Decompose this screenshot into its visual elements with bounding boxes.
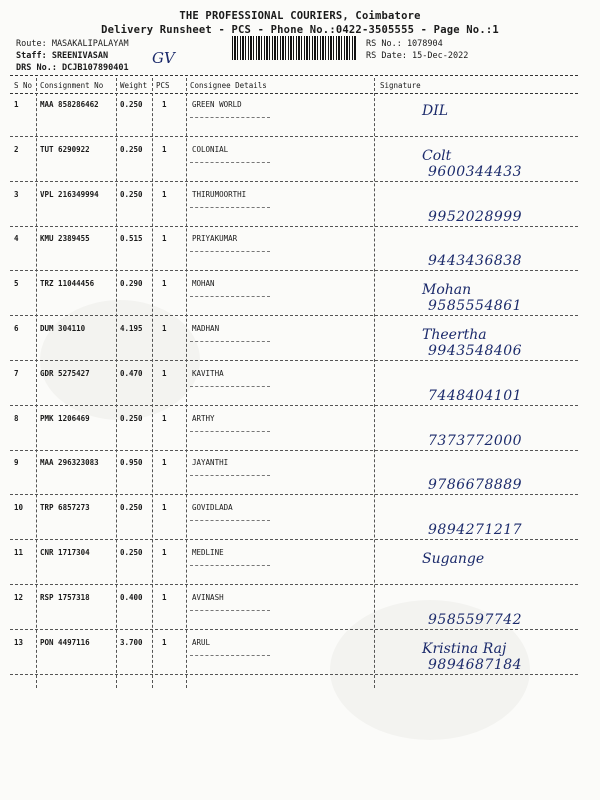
row-weight: 3.700 [120, 637, 143, 647]
col-header-consignee: Consignee Details [190, 81, 267, 90]
signature-cell [398, 185, 598, 229]
row-sno: 11 [14, 548, 24, 557]
row-pcs: 1 [162, 458, 167, 468]
row-consignment-no: RSP 1757318 [40, 592, 90, 602]
row-pcs: 1 [162, 100, 167, 109]
handwritten-phone: 7448404101 [428, 387, 523, 404]
row-consignee: JAYANTHI [192, 458, 229, 468]
signature-cell [398, 140, 598, 184]
row-weight: 0.950 [120, 458, 143, 468]
row-weight: 0.250 [120, 189, 143, 199]
row-consignee: PRIYAKUMAR [192, 234, 238, 244]
signature-cell [398, 364, 598, 408]
dotted-underline [190, 117, 270, 118]
col-header-consignment: Consignment No [40, 81, 104, 90]
rs-date: RS Date: 15-Dec-2022 [366, 51, 469, 61]
row-weight: 0.400 [120, 592, 143, 602]
row-weight: 0.250 [120, 503, 143, 513]
col-header-weight: Weight [120, 81, 148, 90]
dotted-underline [190, 386, 270, 387]
row-sno: 3 [14, 189, 19, 199]
row-consignment-no: TRZ 11044456 [40, 279, 95, 289]
handwritten-phone: 9585554861 [428, 298, 523, 315]
row-consignment-no: GDR 5275427 [40, 368, 90, 378]
signature-cell [398, 633, 598, 677]
signature-cell [398, 95, 598, 139]
row-sno: 8 [14, 413, 19, 423]
dotted-underline [190, 162, 270, 163]
dotted-underline [190, 520, 270, 521]
row-consignee: KAVITHA [192, 368, 224, 378]
row-consignee: GREEN WORLD [192, 100, 242, 109]
row-consignee: MOHAN [192, 279, 215, 289]
row-pcs: 1 [162, 368, 167, 378]
row-sno: 10 [14, 503, 24, 513]
divider [10, 75, 578, 76]
row-consignee: ARTHY [192, 413, 215, 423]
row-sno: 7 [14, 368, 19, 378]
route-label: Route: MASAKALIPALAYAM [16, 39, 129, 49]
row-weight: 0.250 [120, 144, 143, 154]
row-consignment-no: PON 4497116 [40, 637, 90, 647]
row-consignee: MEDLINE [192, 548, 224, 557]
row-consignment-no: KMU 2389455 [40, 234, 90, 244]
row-weight: 0.290 [120, 279, 143, 289]
row-consignee: MADHAN [192, 324, 220, 333]
row-weight: 4.195 [120, 324, 143, 333]
row-consignee: COLONIAL [192, 144, 229, 154]
handwritten-signature: Sugange [422, 551, 485, 567]
dotted-underline [190, 475, 270, 476]
col-header-signature: Signature [380, 81, 421, 90]
dotted-underline [190, 610, 270, 611]
row-pcs: 1 [162, 592, 167, 602]
row-sno: 5 [14, 279, 19, 289]
row-consignment-no: DUM 304110 [40, 324, 86, 333]
signature-cell [398, 498, 598, 542]
handwritten-phone: 9600344433 [428, 163, 523, 180]
row-consignment-no: PMK 1206469 [40, 413, 90, 423]
row-pcs: 1 [162, 413, 167, 423]
handwritten-phone: 9952028999 [428, 208, 523, 225]
handwritten-signature: Colt [422, 147, 452, 164]
signature-cell [398, 319, 598, 363]
row-sno: 6 [14, 324, 19, 333]
dotted-underline [190, 341, 270, 342]
signature-cell [398, 588, 598, 632]
dotted-underline [190, 296, 270, 297]
row-pcs: 1 [162, 234, 167, 244]
handwritten-signature: DIL [422, 103, 449, 119]
row-consignment-no: TUT 6290922 [40, 144, 90, 154]
row-consignee: AVINASH [192, 592, 224, 602]
signature-cell [398, 543, 598, 587]
row-pcs: 1 [162, 279, 167, 289]
signature-cell [398, 274, 598, 318]
handwritten-phone: 9943548406 [428, 343, 523, 359]
row-pcs: 1 [162, 637, 167, 647]
row-weight: 0.470 [120, 368, 143, 378]
handwritten-phone: 7373772000 [428, 432, 523, 449]
dotted-underline [190, 207, 270, 208]
signature-cell [398, 229, 598, 273]
row-sno: 1 [14, 100, 19, 109]
dotted-underline [190, 655, 270, 656]
barcode [232, 36, 356, 60]
row-pcs: 1 [162, 324, 167, 333]
col-header-sno: S No [14, 81, 33, 90]
signature-cell [398, 453, 598, 497]
dotted-underline [190, 251, 270, 252]
row-sno: 12 [14, 592, 24, 602]
handwritten-initials: GV [152, 49, 175, 67]
row-sno: 4 [14, 234, 19, 244]
handwritten-signature: Kristina Raj [422, 640, 507, 657]
drs-number: DRS No.: DCJB107890401 [16, 63, 129, 73]
row-consignment-no: MAA 858286462 [40, 100, 99, 109]
row-consignment-no: MAA 296323083 [40, 458, 99, 468]
row-weight: 0.250 [120, 100, 143, 109]
row-consignee: GOVIDLADA [192, 503, 233, 513]
handwritten-signature: Mohan [422, 282, 472, 299]
handwritten-phone: 9894687184 [428, 656, 523, 673]
row-pcs: 1 [162, 144, 167, 154]
dotted-underline [190, 431, 270, 432]
row-weight: 0.250 [120, 413, 143, 423]
row-sno: 2 [14, 144, 19, 154]
row-consignment-no: TRP 6857273 [40, 503, 90, 513]
row-consignment-no: CNR 1717304 [40, 548, 90, 557]
handwritten-phone: 9894271217 [428, 522, 523, 539]
handwritten-phone: 9786678889 [428, 477, 523, 494]
staff-label: Staff: SREENIVASAN [16, 51, 109, 61]
dotted-underline [190, 565, 270, 566]
col-header-pcs: PCS [156, 81, 170, 90]
row-pcs: 1 [162, 189, 167, 199]
handwritten-phone: 9443436838 [428, 253, 523, 270]
runsheet-subtitle: Delivery Runsheet - PCS - Phone No.:0422-3505555 - Page No.:1 [101, 24, 499, 36]
rs-number: RS No.: 1078904 [366, 39, 443, 49]
row-pcs: 1 [162, 503, 167, 513]
row-sno: 13 [14, 637, 24, 647]
handwritten-phone: 9585597742 [428, 611, 523, 628]
signature-cell [398, 409, 598, 453]
row-consignment-no: VPL 216349994 [40, 189, 99, 199]
row-weight: 0.250 [120, 548, 143, 557]
company-title: THE PROFESSIONAL COURIERS, Coimbatore [179, 10, 421, 22]
handwritten-signature: Theertha [422, 327, 487, 343]
row-consignee: ARUL [192, 637, 211, 647]
row-consignee: THIRUMOORTHI [192, 189, 247, 199]
row-pcs: 1 [162, 548, 167, 557]
row-sno: 9 [14, 458, 19, 468]
row-weight: 0.515 [120, 234, 143, 244]
